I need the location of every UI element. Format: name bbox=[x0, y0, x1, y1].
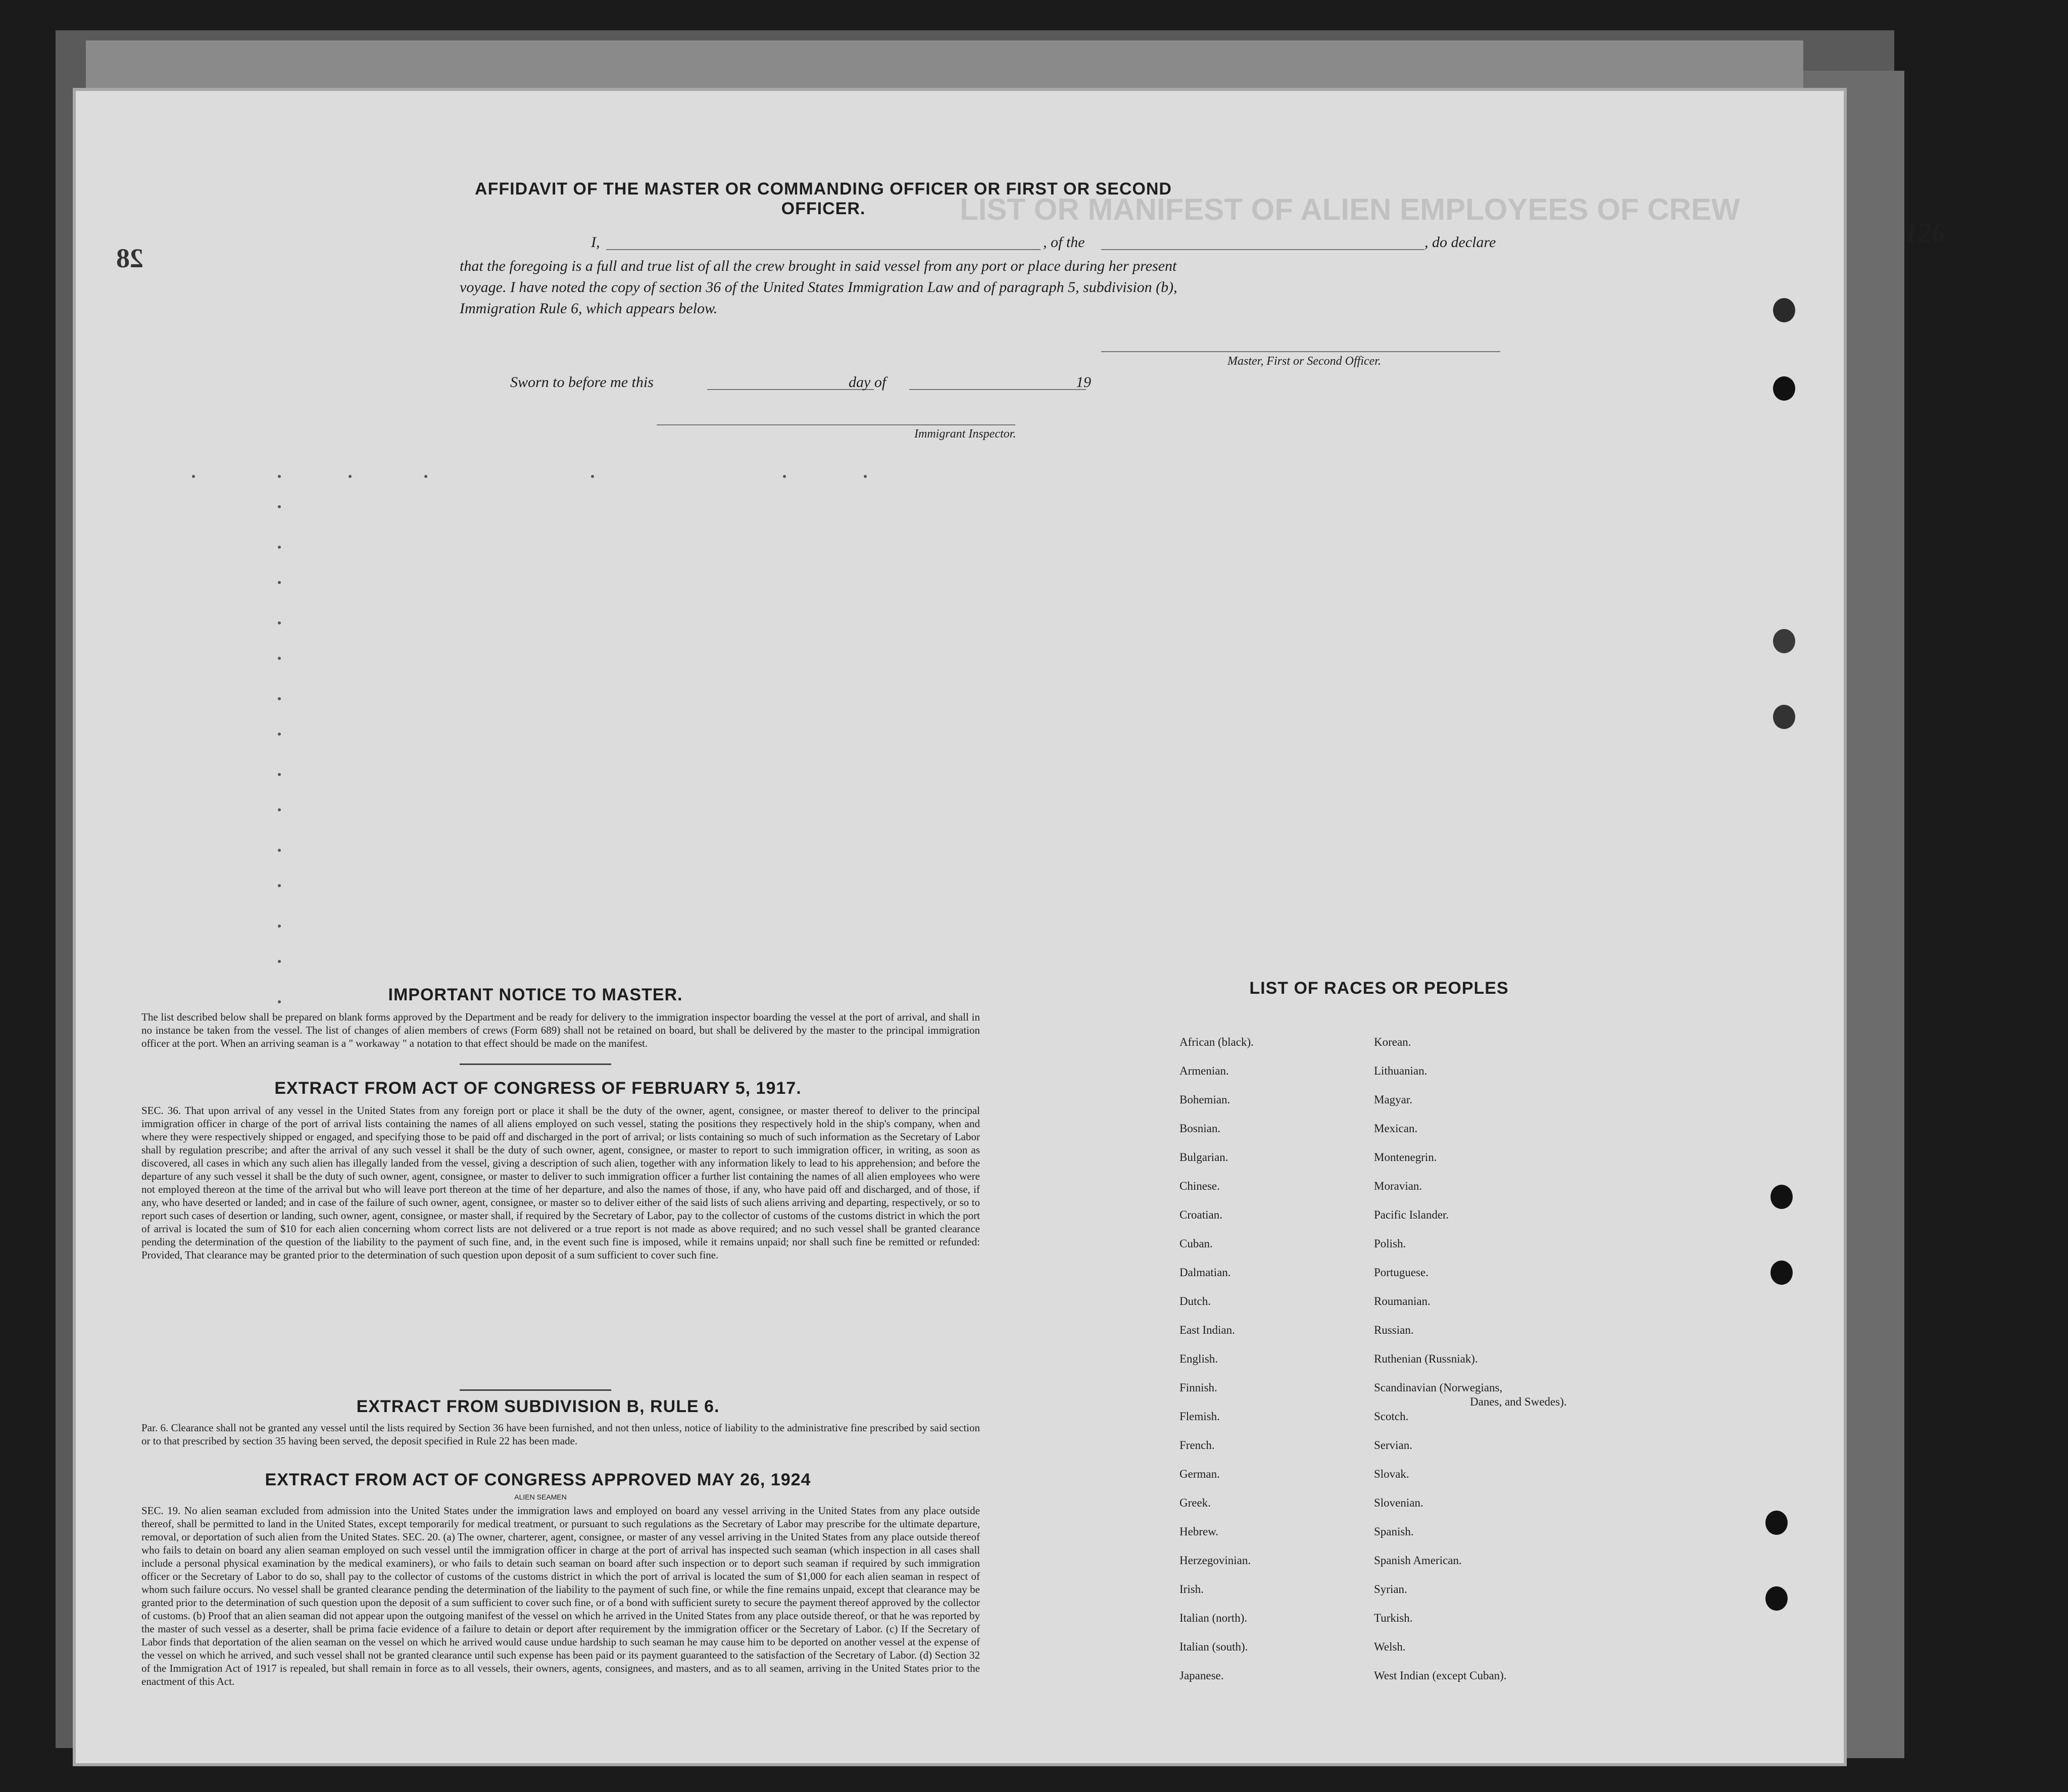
race-item: Herzegovinian. bbox=[1179, 1554, 1251, 1567]
race-item: Polish. bbox=[1374, 1237, 1406, 1250]
race-item: Bosnian. bbox=[1179, 1122, 1221, 1135]
race-item: Bohemian. bbox=[1179, 1093, 1230, 1106]
extract-1917-text: SEC. 36. That upon arrival of any vessel in the United States from any foreign port or place it shall be the duty of the owner, agent, consignee, or master thereof to deliver to the principal immigration officer in charge of the port of arrival lists containing the names of all aliens employed on such vessel, stating the positions they respectively hold in the ship's company, when and where they were respectively shipped or engaged, and specifying those to be paid off and discharged in the port of arrival; or lists containing so much of such information as the Secretary of Labor shall by regulation prescribe; and after the arrival of any such vessel it shall be the duty of such owner, agent, consignee, or master to report to such immigration officer, in writing, as soon as discovered, all cases in which any such alien has illegally landed from the vessel, giving a description of such alien, together with any information likely to lead to his apprehension; and before the departure of any such vessel it shall be the duty of such owner, agent, consignee, or master to deliver to such immigration officer a further list containing the names of all alien employees who were not employed thereon at the time of the arrival but who will leave port thereon at the time of her departure, and also the names of those, if any, who have paid off and discharged, and of those, if any, who have deserted or landed; and in case of the failure of such owner, agent, consignee, or master so to deliver either of the said lists of such aliens arriving and departing, respectively, or so to report such cases of desertion or landing, such owner, agent, consignee, or master shall, if required by the Secretary of Labor, pay to the collector of customs of the customs district in which the port of arrival is located the sum of $10 for each alien concerning whom correct lists are not delivered or a true report is not made as above required; and no such vessel shall be granted clearance pending the determination of the question of the liability to the payment of such fine, and, in the event such fine is imposed, while it remains unpaid; nor shall such fine be remitted or refunded: Provided, That clearance may be granted prior to the determination of such question upon deposit of a sum sufficient to cover such fine. bbox=[141, 1104, 980, 1261]
race-item: Scandinavian (Norwegians, bbox=[1374, 1381, 1503, 1394]
punch-hole bbox=[1773, 705, 1795, 729]
race-item: East Indian. bbox=[1179, 1324, 1235, 1336]
race-item: Pacific Islander. bbox=[1374, 1208, 1449, 1221]
punch-hole bbox=[1773, 298, 1795, 322]
form-dot bbox=[278, 925, 281, 928]
back-page-top bbox=[86, 40, 1803, 96]
race-item: Spanish American. bbox=[1374, 1554, 1462, 1567]
punch-hole bbox=[1765, 1586, 1788, 1611]
form-dot bbox=[192, 475, 195, 478]
notice-text: The list described below shall be prepared on blank forms approved by the Department and be ready for delivery to the immigration inspector boarding the vessel at the port of arrival, and shall in no instance be taken from the vessel. The list of changes of alien members of crews (Form 689) shall not be retained on board, but shall be delivered by the master to the principal immigration officer at the port. When an arriving seaman is a " workaway " a notation to that effect should be made on the manifest. bbox=[141, 1011, 980, 1049]
sworn-month-line bbox=[909, 389, 1086, 390]
form-dot bbox=[278, 475, 281, 478]
race-item: Croatian. bbox=[1179, 1208, 1222, 1221]
race-item: Korean. bbox=[1374, 1036, 1411, 1048]
form-dot bbox=[278, 733, 281, 736]
extract-rule6-title: EXTRACT FROM SUBDIVISION B, RULE 6. bbox=[356, 1397, 720, 1416]
punch-hole bbox=[1770, 1185, 1793, 1209]
race-item: Dalmatian. bbox=[1179, 1266, 1231, 1279]
affidavit-of-the: , of the bbox=[1043, 234, 1085, 251]
race-item: Irish. bbox=[1179, 1583, 1204, 1595]
race-item: English. bbox=[1179, 1352, 1218, 1365]
race-item: Moravian. bbox=[1374, 1180, 1422, 1192]
form-dot bbox=[278, 884, 281, 887]
master-name-line bbox=[606, 249, 1041, 250]
race-item: Mexican. bbox=[1374, 1122, 1418, 1135]
race-item: French. bbox=[1179, 1439, 1215, 1451]
extract-1924-title: EXTRACT FROM ACT OF CONGRESS APPROVED MAY 26, 1924 bbox=[265, 1470, 811, 1489]
race-item: Chinese. bbox=[1179, 1180, 1220, 1192]
vessel-name-line bbox=[1101, 249, 1424, 250]
form-dot bbox=[278, 546, 281, 549]
race-item: Bulgarian. bbox=[1179, 1151, 1228, 1164]
race-item: Italian (south). bbox=[1179, 1640, 1248, 1653]
race-item: Portuguese. bbox=[1374, 1266, 1429, 1279]
punch-hole bbox=[1770, 1261, 1793, 1285]
race-item: Italian (north). bbox=[1179, 1612, 1248, 1624]
form-dot bbox=[278, 960, 281, 963]
race-item: Ruthenian (Russniak). bbox=[1374, 1352, 1478, 1365]
race-item: Turkish. bbox=[1374, 1612, 1413, 1624]
sworn-year: 19 bbox=[1076, 374, 1091, 391]
page-number: 126 bbox=[1904, 218, 1945, 248]
race-item: Finnish. bbox=[1179, 1381, 1217, 1394]
sworn-day-of: day of bbox=[849, 374, 887, 391]
affidavit-do-declare: , do declare bbox=[1424, 234, 1496, 251]
form-dot bbox=[864, 475, 867, 478]
race-item: Danes, and Swedes). bbox=[1470, 1395, 1567, 1408]
extract-1924-text: SEC. 19. No alien seaman excluded from admission into the United States under the immigration laws and employed on board any vessel arriving in the United States from any place outside thereof, shall be permitted to land in the United States, except temporarily for medical treatment, or pursuant to such regulations as the Secretary of Labor may prescribe for the ultimate departure, removal, or deportation of such alien from the United States. SEC. 20. (a) The owner, charterer, agent, consignee, or master of any vessel arriving in the United States from any place outside thereof who fails to detain on board any alien seaman employed on such vessel until the immigration officer in charge at the port of arrival has inspected such seaman (which inspection in all cases shall include a personal physical examination by the medical examiners), or who fails to detain such seaman on board after such inspection or to deport such seaman if required by such immigration officer or the Secretary of Labor to do so, shall pay to the collector of customs of the customs district in which the port of arrival is located the sum of $1,000 for each alien seaman in respect of whom such failure occurs. No vessel shall be granted clearance pending the determination of the liability to the payment of such fine, or while the fine remains unpaid, except that clearance may be granted prior to the determination of such question upon the deposit of a sum sufficient to cover such fine, or of a bond with sufficient surety to secure the payment thereof approved by the collector of customs. (b) Proof that an alien seaman did not appear upon the outgoing manifest of the vessel on which he arrived in the United States from any place outside thereof, or that he was reported by the master of such vessel as a deserter, shall be prima facie evidence of a failure to detain or deport after requirement by the immigration officer or the Secretary of Labor. (c) If the Secretary of Labor finds that deportation of the alien seaman on the vessel on which he arrived would cause undue hardship to such seaman he may cause him to be deported on another vessel at the expense of the vessel on which he arrived, and such vessel shall not be granted clearance until such expense has been paid or its payment guaranteed to the satisfaction of the Secretary of Labor. (d) Section 32 of the Immigration Act of 1917 is repealed, but shall remain in force as to all vessels, their owners, agents, consignees, and masters, and as to all seamen, arriving in the United States prior to the enactment of this Act. bbox=[141, 1505, 980, 1687]
punch-hole bbox=[1773, 629, 1795, 653]
race-item: African (black). bbox=[1179, 1036, 1254, 1048]
race-item: Magyar. bbox=[1374, 1093, 1413, 1106]
race-item: Spanish. bbox=[1374, 1525, 1414, 1538]
race-item: Flemish. bbox=[1179, 1410, 1220, 1423]
inspector-line bbox=[657, 424, 1015, 425]
race-item: Greek. bbox=[1179, 1496, 1211, 1509]
race-item: Roumanian. bbox=[1374, 1295, 1431, 1307]
form-dot bbox=[278, 849, 281, 852]
bleed-through-header: LIST OR MANIFEST OF ALIEN EMPLOYEES OF CREW bbox=[960, 192, 1740, 226]
race-item: Syrian. bbox=[1374, 1583, 1407, 1595]
signature-caption: Master, First or Second Officer. bbox=[1227, 355, 1381, 368]
inspector-caption: Immigrant Inspector. bbox=[914, 427, 1016, 441]
race-item: German. bbox=[1179, 1468, 1220, 1480]
race-item: West Indian (except Cuban). bbox=[1374, 1669, 1507, 1682]
form-dot bbox=[278, 621, 281, 624]
race-item: Servian. bbox=[1374, 1439, 1413, 1451]
form-dot bbox=[349, 475, 352, 478]
race-item: Hebrew. bbox=[1179, 1525, 1219, 1538]
punch-hole bbox=[1773, 376, 1795, 401]
sworn-text: Sworn to before me this bbox=[510, 374, 654, 391]
affidavit-line4: Immigration Rule 6, which appears below. bbox=[460, 300, 718, 317]
extract-rule6-text: Par. 6. Clearance shall not be granted any vessel until the lists required by Section 36 have been furnished, and not then unless, notice of liability to the administrative fine prescribed by said section or to that prescribed by section 35 having been served, the deposit specified in Rule 22 has been made. bbox=[141, 1422, 980, 1447]
form-dot bbox=[591, 475, 594, 478]
race-item: Dutch. bbox=[1179, 1295, 1211, 1307]
race-item: Armenian. bbox=[1179, 1064, 1229, 1077]
form-dot bbox=[278, 773, 281, 776]
race-item: Montenegrin. bbox=[1374, 1151, 1437, 1164]
form-dot bbox=[278, 505, 281, 508]
punch-hole bbox=[1765, 1511, 1788, 1535]
signature-line bbox=[1101, 351, 1500, 352]
divider bbox=[460, 1063, 611, 1065]
race-item: Russian. bbox=[1374, 1324, 1414, 1336]
form-dot bbox=[278, 697, 281, 700]
notice-title: IMPORTANT NOTICE TO MASTER. bbox=[388, 985, 683, 1004]
races-title: LIST OF RACES OR PEOPLES bbox=[1249, 979, 1509, 998]
form-dot bbox=[278, 581, 281, 584]
extract-1924-subtitle: ALIEN SEAMEN bbox=[514, 1493, 567, 1501]
affidavit-i: I, bbox=[591, 234, 600, 251]
manifest-page bbox=[76, 91, 1945, 1763]
race-item: Cuban. bbox=[1179, 1237, 1213, 1250]
affidavit-line2: that the foregoing is a full and true list of all the crew brought in said vessel from any port or place during her present bbox=[460, 258, 1177, 274]
extract-1917-title: EXTRACT FROM ACT OF CONGRESS OF FEBRUARY 5, 1917. bbox=[274, 1079, 802, 1098]
form-dot bbox=[278, 1000, 281, 1003]
margin-mark: 28 bbox=[116, 243, 143, 273]
race-item: Scotch. bbox=[1374, 1410, 1409, 1423]
affidavit-line3: voyage. I have noted the copy of section 36 of the United States Immigration Law and of paragraph 5, subdivision (b), bbox=[460, 279, 1177, 296]
race-item: Slovenian. bbox=[1374, 1496, 1423, 1509]
race-item: Lithuanian. bbox=[1374, 1064, 1427, 1077]
affidavit-title: AFFIDAVIT OF THE MASTER OR COMMANDING OFFICER OR FIRST OR SECOND OFFICER. bbox=[475, 179, 1172, 218]
form-dot bbox=[783, 475, 786, 478]
race-item: Welsh. bbox=[1374, 1640, 1406, 1653]
form-dot bbox=[424, 475, 427, 478]
divider bbox=[460, 1389, 611, 1391]
form-dot bbox=[278, 808, 281, 811]
form-dot bbox=[278, 657, 281, 660]
race-item: Slovak. bbox=[1374, 1468, 1409, 1480]
race-item: Japanese. bbox=[1179, 1669, 1224, 1682]
